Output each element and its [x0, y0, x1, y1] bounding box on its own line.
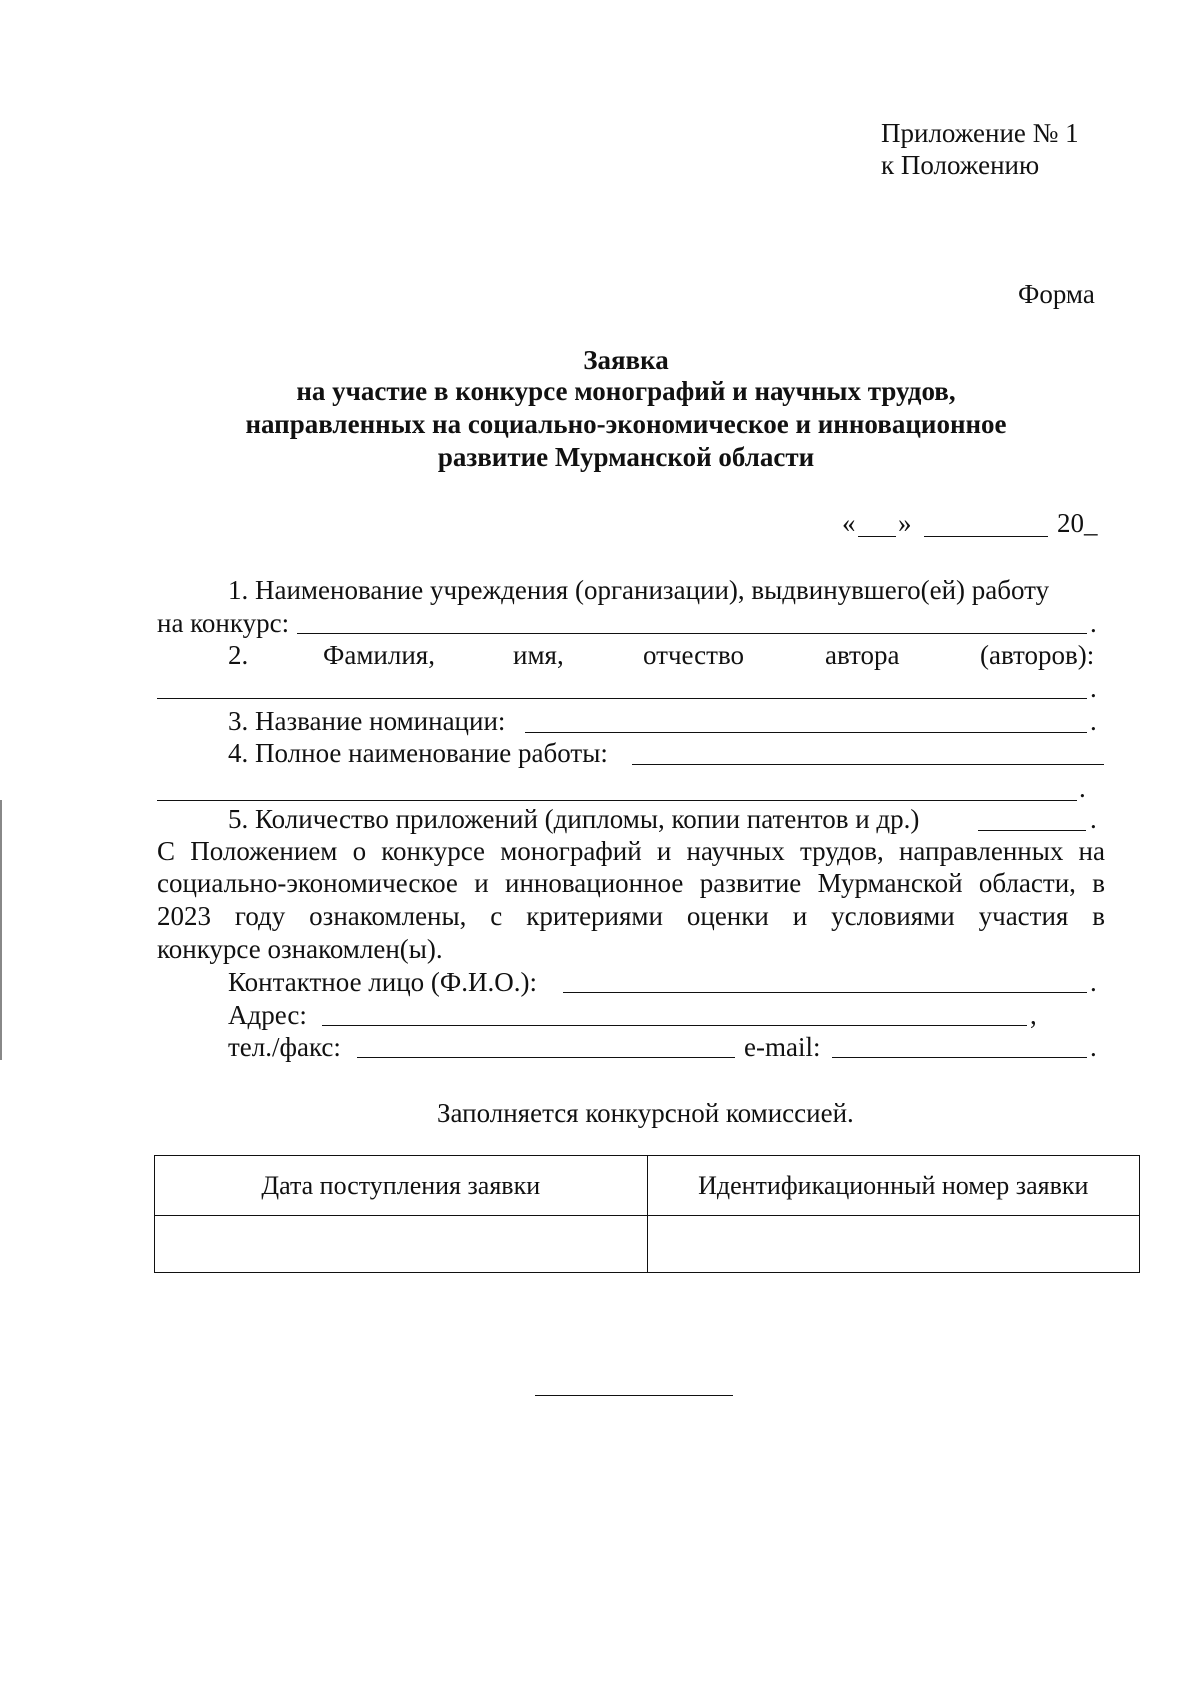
scan-edge-mark: [0, 800, 2, 1060]
address-label: Адрес:: [228, 1000, 307, 1030]
email-label: e-mail:: [744, 1032, 821, 1062]
item3-label: 3. Название номинации:: [228, 706, 506, 736]
item5-period: .: [1090, 804, 1097, 834]
organization-blank[interactable]: [297, 633, 1087, 634]
item3-period: .: [1090, 706, 1097, 736]
table-header-id: Идентификационный номер заявки: [647, 1156, 1140, 1216]
item2-word-surname: Фамилия,: [323, 640, 435, 670]
phone-fax-label: тел./факс:: [228, 1032, 341, 1062]
agreement-line1: С Положением о конкурсе монографий и научных трудов, направленных на: [157, 836, 1105, 866]
phone-fax-blank[interactable]: [357, 1057, 735, 1058]
item1-period: .: [1090, 608, 1097, 638]
table-row: [155, 1216, 1140, 1273]
item1-label-continued: на конкурс:: [157, 608, 290, 638]
address-blank[interactable]: [322, 1025, 1027, 1026]
nomination-blank[interactable]: [525, 732, 1087, 733]
contact-person-blank[interactable]: [563, 992, 1087, 993]
attachments-count-blank[interactable]: [978, 830, 1086, 831]
item2-word-name: имя,: [513, 640, 564, 670]
item2-period: .: [1090, 673, 1097, 703]
item2-word-author: автора: [825, 640, 900, 670]
item1-label: 1. Наименование учреждения (организации), выдвинувшего(ей) работу: [228, 575, 1050, 605]
work-title-blank[interactable]: [632, 764, 1104, 765]
document-subtitle-line1: на участие в конкурсе монографий и научных трудов,: [296, 376, 956, 406]
month-blank[interactable]: [924, 536, 1048, 537]
year-prefix: 20_: [1057, 508, 1098, 538]
commission-note: Заполняется конкурсной комиссией.: [437, 1098, 854, 1128]
table-header-date: Дата поступления заявки: [155, 1156, 648, 1216]
agreement-line3: 2023 году ознакомлены, с критериями оценки и условиями участия в: [157, 901, 1105, 931]
document-subtitle-line2: направленных на социально-экономическое и инновационное: [245, 409, 1007, 439]
date-open-quote: «: [842, 508, 856, 538]
email-blank[interactable]: [832, 1057, 1087, 1058]
form-label: Форма: [1018, 279, 1095, 309]
contact-person-period: .: [1090, 967, 1097, 997]
contact-person-label: Контактное лицо (Ф.И.О.):: [228, 967, 537, 997]
item2-word-authors: (авторов):: [980, 640, 1095, 670]
date-close-quote: »: [898, 508, 912, 538]
date-received-cell[interactable]: [155, 1216, 648, 1273]
appendix-number: Приложение № 1: [881, 118, 1079, 148]
document-title: Заявка: [583, 345, 669, 375]
agreement-line2: социально-экономическое и инновационное развитие Мурманской области, в: [157, 868, 1105, 898]
item2-number: 2.: [228, 640, 249, 670]
application-id-cell[interactable]: [647, 1216, 1140, 1273]
email-period: .: [1090, 1032, 1097, 1062]
agreement-line4: конкурсе ознакомлен(ы).: [157, 934, 443, 964]
closing-rule: [535, 1395, 733, 1396]
authors-blank[interactable]: [157, 698, 1087, 699]
item5-label: 5. Количество приложений (дипломы, копии патентов и др.): [228, 804, 920, 834]
document-subtitle-line3: развитие Мурманской области: [437, 442, 815, 472]
item4-period: .: [1079, 773, 1086, 803]
work-title-blank-continued[interactable]: [157, 800, 1077, 801]
registration-table: [154, 1155, 1140, 1273]
table-header-row: [155, 1156, 1140, 1216]
item2-word-patronymic: отчество: [643, 640, 745, 670]
address-comma: ,: [1030, 1000, 1037, 1030]
appendix-reference: к Положению: [881, 150, 1040, 180]
day-blank[interactable]: [858, 536, 896, 537]
item4-label: 4. Полное наименование работы:: [228, 738, 608, 768]
